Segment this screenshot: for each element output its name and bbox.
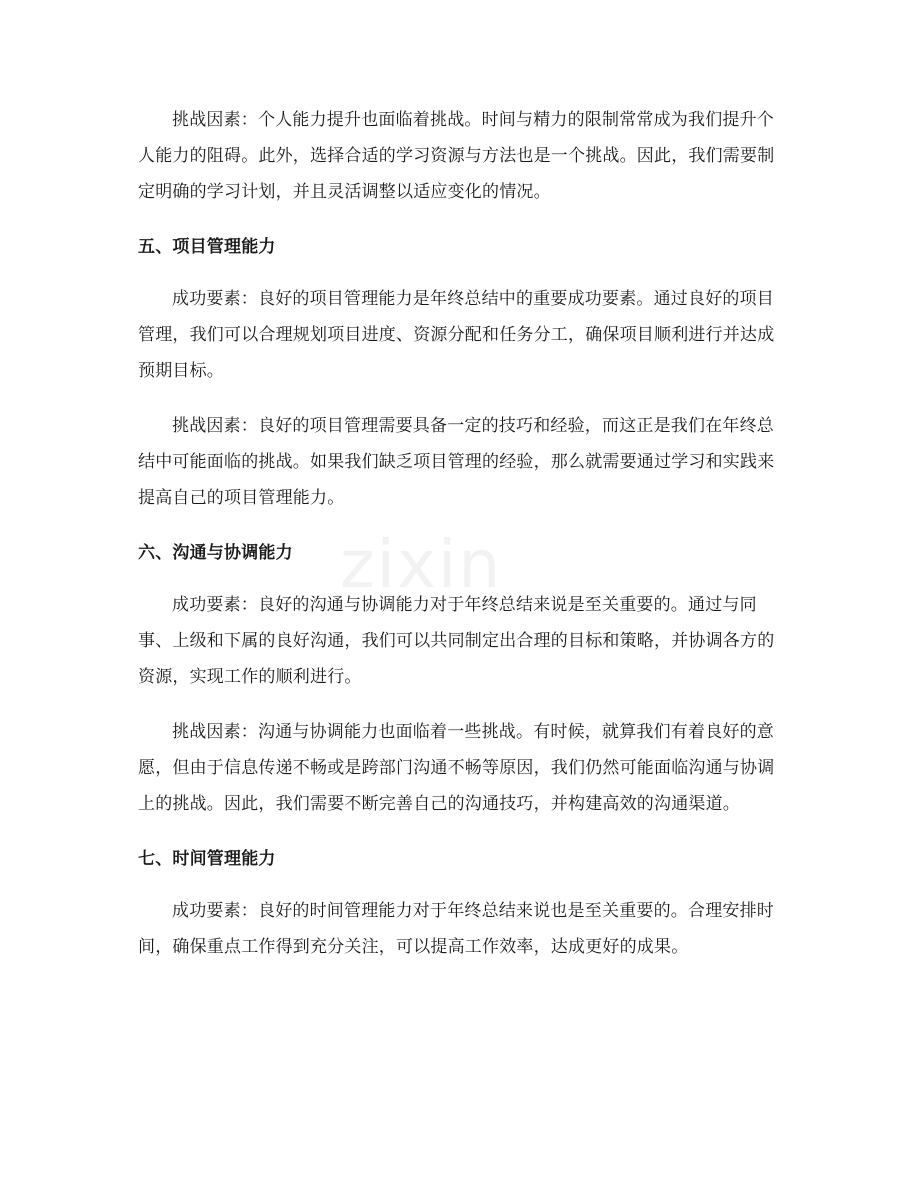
paragraph-success-communication: 成功要素：良好的沟通与协调能力对于年终总结来说是至关重要的。通过与同事、上级和下属的良好沟通，我们可以共同制定出合理的目标和策略，并协调各方的资源，实现工作的顺利进行。 (138, 595, 775, 687)
paragraph-success-project: 成功要素：良好的项目管理能力是年终总结中的重要成功要素。通过良好的项目管理，我们可以合理规划项目进度、资源分配和任务分工，确保项目顺利进行并达成预期目标。 (138, 289, 775, 381)
heading-time-management: 七、时间管理能力 (138, 849, 276, 869)
paragraph-success-time: 成功要素：良好的时间管理能力对于年终总结来说也是至关重要的。合理安排时间，确保重点工作得到充分关注，可以提高工作效率，达成更好的成果。 (138, 901, 774, 957)
heading-communication: 六、沟通与协调能力 (138, 543, 293, 563)
watermark: zixin (340, 526, 503, 603)
heading-project-management: 五、项目管理能力 (138, 237, 276, 257)
document-body (138, 102, 786, 984)
paragraph-challenge-personal: 挑战因素：个人能力提升也面临着挑战。时间与精力的限制常常成为我们提升个人能力的阻碍。此外，选择合适的学习资源与方法也是一个挑战。因此，我们需要制定明确的学习计划，并且灵活调整以适应变化的情况。 (138, 110, 775, 202)
paragraph-challenge-project: 挑战因素：良好的项目管理需要具备一定的技巧和经验，而这正是我们在年终总结中可能面临的挑战。如果我们缺乏项目管理的经验，那么就需要通过学习和实践来提高自己的项目管理能力。 (138, 416, 775, 508)
paragraph-challenge-communication: 挑战因素：沟通与协调能力也面临着一些挑战。有时候，就算我们有着良好的意愿，但由于信息传递不畅或是跨部门沟通不畅等原因，我们仍然可能面临沟通与协调上的挑战。因此，我们需要不断完善自己的沟通技巧，并构建高效的沟通渠道。 (138, 722, 775, 814)
